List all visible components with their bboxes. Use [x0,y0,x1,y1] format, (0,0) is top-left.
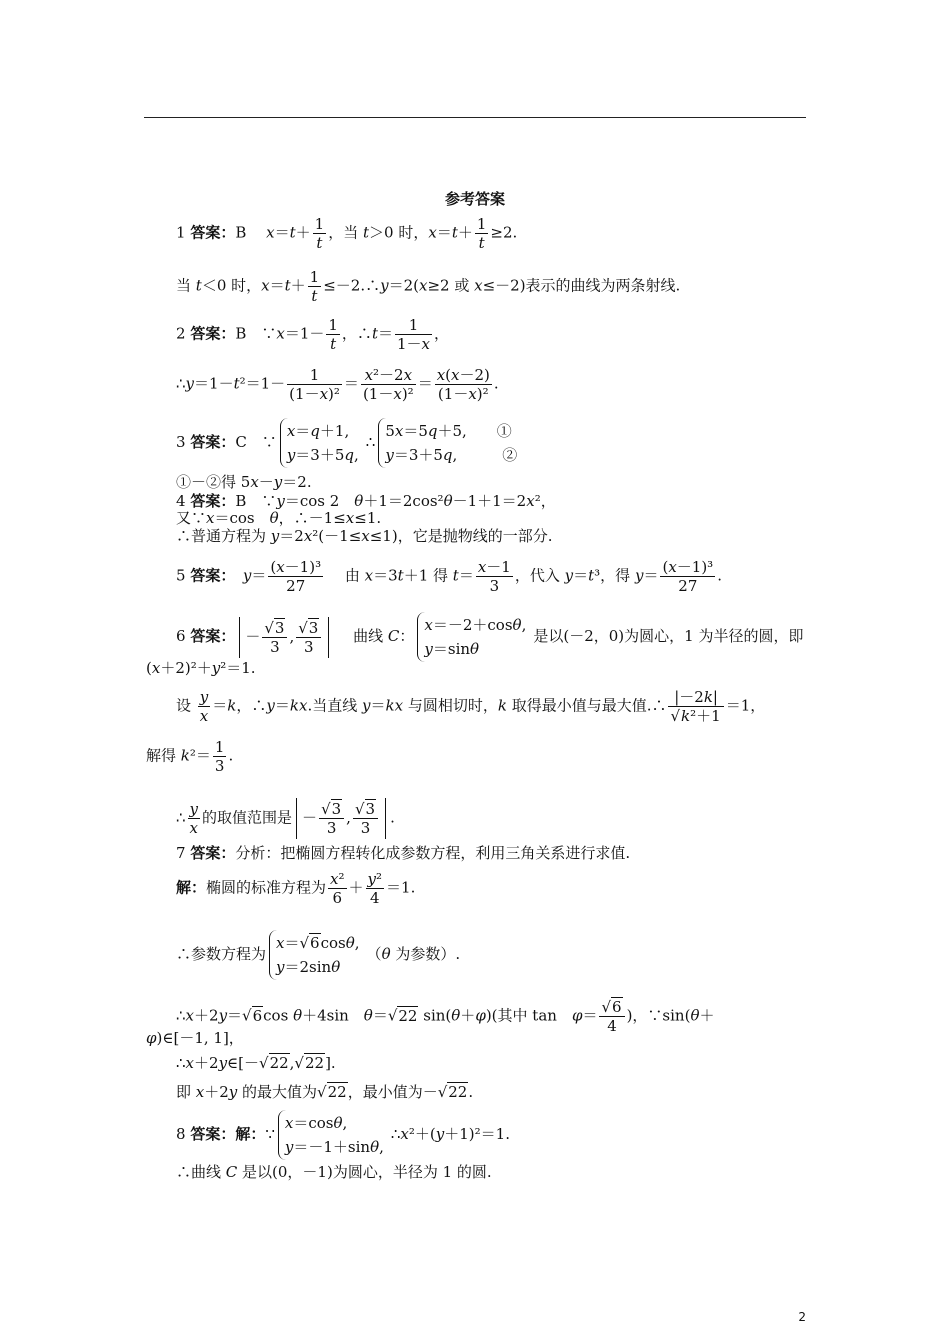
answer-1: 1 答案：B x＝t＋ $\frac{1}{t}$ ，当 t＞0 时，x＝t＋ $\frac{1}{t}$ ≥2. [176,215,518,252]
answer-3: 3 答案：C ∵ x＝q＋1, y＝3＋5q, ∴ 5x＝5q＋5, ① y＝3＋5q, ② [176,418,524,468]
answer-4: 4 答案：B ∵y＝cos 2 θ＋1＝2cos²θ－1＋1＝2x²， [176,492,556,510]
answer-3-line-2: ①－②得 5x－y＝2. [176,473,312,491]
answer-5: 5 答案： y＝ $\frac{\text{(x－1)³}}{27}$ 由 x＝3t＋1 得 t＝ $\frac{x-1}{3}$ ，代入 y＝t³，得 y＝ $\frac{\text{(x－1)³}}{27}$ . [176,558,722,595]
page-title: 参考答案 [444,190,505,208]
answer-7-line-6: ∴x＋2y∈[－√22,√22]. [176,1054,336,1072]
answer-8: 8 答案：解：∵ x＝cosθ, y＝－1＋sinθ, ∴x²＋(y＋1)²＝1. [176,1110,510,1160]
answer-7-line-5: φ)∈[－1, 1]， [146,1029,244,1047]
answer-6: 6 答案： － $\frac{√3}{3}$ , $\frac{√3}{3}$ 曲线 C： x＝－2＋cosθ, y＝sinθ 是以(－2，0)为圆心，1 为半径的圆，即 [176,612,803,662]
header-rule [144,117,806,118]
answer-7-line-3: ∴参数方程为 x＝√6cosθ, y＝2sinθ （θ 为参数）. [176,930,460,980]
answer-6-line-2: (x＋2)²＋y²＝1. [146,659,256,677]
answer-1-line-2: 当 t＜0 时，x＝t＋ $\frac{1}{t}$ ≤－2.∴y＝2(x≥2 或 x≤－2)表示的曲线为两条射线. [176,268,681,305]
answer-8-line-2: ∴曲线 C 是以(0，－1)为圆心，半径为 1 的圆. [176,1163,492,1181]
answer-7: 7 答案：分析：把椭圆方程转化成参数方程，利用三角关系进行求值. [176,844,631,862]
page-number: 2 [798,1310,806,1324]
answer-4-line-2: 又∵x＝cos θ，∴－1≤x≤1. [176,509,382,527]
answer-6-line-5: ∴ $\frac{y}{x}$ 的取值范围是 － $\frac{√3}{3}$ , $\frac{√3}{3}$ . [176,800,395,837]
answer-4-line-3: ∴普通方程为 y＝2x²(－1≤x≤1)，它是抛物线的一部分. [176,527,553,545]
answer-6-line-3: 设 $\frac{y}{x}$ ＝k，∴y＝kx.当直线 y＝kx 与圆相切时，k 取得最小值与最大值.∴ $\frac{|-2k|}{\text{√k²＋1}}$ ＝1， [176,688,766,725]
answer-2: 2 答案：B ∵x＝1－ $\frac{1}{t}$ ，∴t＝ $\frac{1}{1-x}$ ， [176,316,450,353]
answer-2-line-2: ∴y＝1－t²＝1－ $\frac{1}{\text{(1－x)²}}$ ＝ $\frac{\text{x²－2x}}{\text{(1－x)²}}$ ＝ $\frac{x(x-2)}{\text{(1－x)²}}$ . [176,366,499,403]
answer-7-line-7: 即 x＋2y 的最大值为√22，最小值为－√22. [176,1083,474,1101]
answer-7-line-2: 解：椭圆的标准方程为 $\frac{\text{x²}}{6}$ ＋ $\frac{\text{y²}}{4}$ ＝1. [176,870,416,907]
answer-7-line-4: ∴x＋2y＝√6cos θ＋4sin θ＝√22 sin(θ＋φ)(其中 tan φ＝ $\frac{√6}{4}$ )，∵sin(θ＋ [176,998,715,1035]
answer-6-line-4: 解得 k²＝ $\frac{1}{3}$ . [146,738,234,775]
